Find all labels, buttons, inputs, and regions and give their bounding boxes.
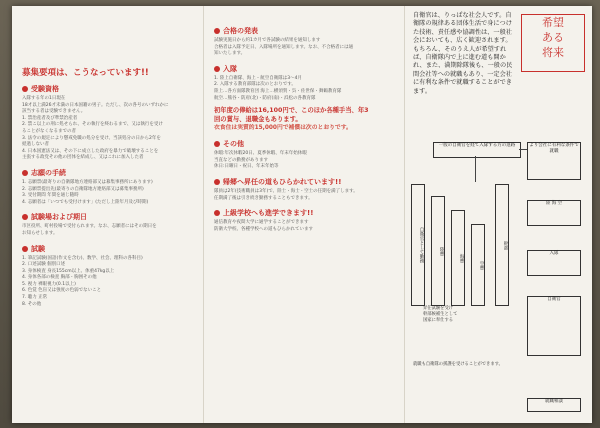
- chart-note-3: 国家に奉仕する: [423, 318, 454, 323]
- panel-future: [403, 6, 592, 423]
- detail2-line: 休暇:年次休暇20日、夏季休暇、年末年始休暇: [214, 151, 307, 157]
- bullet-icon: [214, 28, 220, 34]
- req-line: 入隊する年の1日現在: [22, 96, 66, 101]
- panel-requirements: [12, 6, 203, 423]
- chart-side-box: より会社に有利な条件で就職: [527, 142, 581, 180]
- detail2-body-0: [214, 151, 396, 171]
- details-sections-top: [214, 26, 396, 102]
- req-line: 3. 受付期間 年間を通じ随時: [22, 193, 79, 199]
- details-sections-bottom: [214, 139, 396, 233]
- detail2-line: 防衛大学校、各種学校への道もひらかれています: [214, 226, 313, 232]
- detail-heading-1: 入隊: [214, 64, 396, 74]
- food-line: 衣食住は実質的15,000円で補償は次のとおりです。: [214, 125, 352, 132]
- bullet-icon: [22, 170, 28, 176]
- requirements-sections: [22, 84, 194, 308]
- chart-top-box: 一般の自衛官を経て入隊する方の進路: [433, 142, 521, 158]
- bullet-icon: [214, 141, 220, 147]
- req-body-2: [22, 224, 194, 237]
- detail-line: 2. 入隊する教育部隊は次のとおりです。: [214, 82, 296, 88]
- detail2-line: 通信教育や夜間大学に通学することができます: [214, 220, 309, 226]
- detail2-line: 当直などの勤務があります: [214, 157, 268, 163]
- chart-right-box-1: 陸 海 空: [527, 200, 581, 226]
- req-line: 1. 志願票(最寄りの自衛隊地方連絡部又は募集事務所にあります): [22, 179, 153, 185]
- req-body-0: [22, 96, 194, 162]
- req-line: 4. 身体各部の検査 胸部・胸囲その他: [22, 275, 97, 281]
- bullet-icon: [22, 246, 28, 252]
- req-line: お知らせします。: [22, 230, 58, 236]
- bullet-icon: [214, 179, 220, 185]
- future-stamp: [521, 14, 585, 72]
- req-heading-1: 志願の手続: [22, 168, 194, 178]
- chart-right-box-2: 入隊: [527, 250, 581, 276]
- req-line: 2. 口述試験 個別口述: [22, 262, 66, 268]
- req-line: 市区役所、町村役場で受付られます。なお、志願者にはその期日を: [22, 224, 157, 230]
- chart-footer-box: 就職相談: [527, 398, 581, 412]
- detail2-heading-0: その他: [214, 139, 396, 149]
- bullet-icon: [214, 66, 220, 72]
- detail-body-1: [214, 76, 396, 102]
- detail2-line: 任期満了後は引き続き勤務することもできます。: [214, 195, 313, 201]
- req-line: 経過しない者: [22, 142, 49, 148]
- req-heading-2: 試験場および期日: [22, 212, 194, 222]
- req-line: 4. 志願者は「いつでも受付けます」(ただし上陸年月及び時期): [22, 199, 149, 205]
- req-line: 2. 禁こ以上の刑に処せられ、その執行を終わるまで、又は執行を受け: [22, 122, 163, 128]
- bullet-icon: [22, 214, 28, 220]
- detail-line: 試験実施日から約1カ月で各試験の結果を通知します: [214, 38, 321, 43]
- main-heading: 募集要項は、こうなっています!!: [22, 68, 149, 78]
- stamp-line-2: ある: [542, 31, 564, 44]
- req-line: 5. 視力 裸眼視力(0.1以上): [22, 281, 76, 287]
- salary-line-1: 初年度の俸給は16,100円で、このほか各種手当、年3: [214, 107, 369, 115]
- panel-details: [203, 6, 405, 423]
- stamp-line-3: 将来: [542, 46, 564, 59]
- detail2-line: 休日:日曜日・祝日、年末年始等: [214, 164, 279, 170]
- req-heading-0: 受験資格: [22, 84, 194, 94]
- detail-line: 合格者は入隊予定日、入隊場所を通知します。なお、不合格者には通: [214, 44, 354, 50]
- detail-line: 陸上…各方面隊教育団 海上…横須賀・呉・佐世保・舞鶴教育隊: [214, 88, 342, 94]
- chart-stair-2: 海曹: [451, 210, 465, 306]
- detail2-line: 隊員は2年(技術職員は3年)で、陸士・海士・空士の任期を満了します。: [214, 188, 358, 194]
- req-line: 6. 色覚 色盲又は強度の色弱でないこと: [22, 288, 102, 294]
- detail-heading-0: 合格の発表: [214, 26, 396, 36]
- stamp-line-1: 希望: [542, 16, 564, 29]
- req-line: 7. 聴力 正常: [22, 295, 48, 301]
- detail-line: 航空…熊谷・防府(北)・防府(南)・浜松の各教育隊: [214, 95, 316, 101]
- bullet-icon: [22, 86, 28, 92]
- req-body-3: [22, 256, 194, 309]
- salary-line-2: 回の賞与、退職金もあります。: [214, 116, 302, 124]
- req-line: 18才以上満26才未満の日本国籍の男子。ただし、次の各号のいずれかに: [22, 102, 169, 108]
- req-line: 2. 志願票提出先(最寄りの自衛隊地方連絡部又は募集事務所): [22, 186, 144, 192]
- req-line: ることがなくなるまでの者: [22, 128, 76, 134]
- chart-bottom-box: 自衛官: [527, 296, 581, 356]
- detail2-heading-2: 上級学校へも進学できます!!: [214, 208, 396, 218]
- bullet-icon: [214, 210, 220, 216]
- chart-mid-col: 幹部: [495, 184, 509, 306]
- req-line: 8. その他: [22, 301, 42, 307]
- req-line: 主張する政党その他の団体を結成し、又はこれに加入した者: [22, 155, 144, 161]
- detail-line: 1. 陸上自衛隊、海上・航空自衛隊は3〜4月: [214, 75, 302, 81]
- detail2-body-1: [214, 189, 396, 202]
- chart-stair-3: 空曹: [471, 224, 485, 306]
- req-heading-3: 試験: [22, 244, 194, 254]
- req-line: 3. 法令の規定により懲戒免職の処分を受け、当該処分の日から2年を: [22, 135, 161, 141]
- chart-line-1: [475, 156, 476, 182]
- chart-left-col: 自衛官として勤務: [411, 184, 425, 306]
- req-line: 1. 筆記試験(国語(作文を含む)、数学、社会、理科の各科目): [22, 255, 143, 261]
- chart-line-2: [519, 149, 527, 150]
- req-line: 1. 禁治産者及び準禁治産者: [22, 115, 78, 121]
- chart-footer: 就職も自衛隊の援護を受けることができます。: [413, 362, 503, 367]
- intro-text: 自衛官は、りっぱな社会人です。自衛隊の規律ある団体生活で身につけた技術、責任感や協調性は、一般社会においても、広く歓迎されます。もちろん、そのうえ人が希望すれば、自衛隊内で上に進む道も開かれ、また、満期除隊後も、一般の民間会社等への就職もあり、一定会社に有利な条件で就職することができます。: [413, 12, 513, 95]
- brochure-sheet: [12, 6, 592, 423]
- req-line: 4. 日本国憲法又は、その下に成立した政府を暴力で破壊することを: [22, 148, 159, 154]
- chart-stair-1: 陸曹: [431, 196, 445, 306]
- chart-note-2: 幹部候補生として: [423, 312, 458, 317]
- chart-note-1: 昇任試験を受け: [423, 306, 454, 311]
- detail-line: 知いたします。: [214, 51, 246, 57]
- detail2-heading-1: 帰郷へ昇任の道もひらかれています!!: [214, 177, 396, 187]
- detail2-body-2: [214, 220, 396, 233]
- detail-body-0: [214, 38, 396, 58]
- req-line: 該当する者は受験できません。: [22, 109, 86, 115]
- req-body-1: [22, 180, 194, 206]
- req-line: 3. 身体検査 身長155cm以上、体重47kg以上: [22, 268, 115, 274]
